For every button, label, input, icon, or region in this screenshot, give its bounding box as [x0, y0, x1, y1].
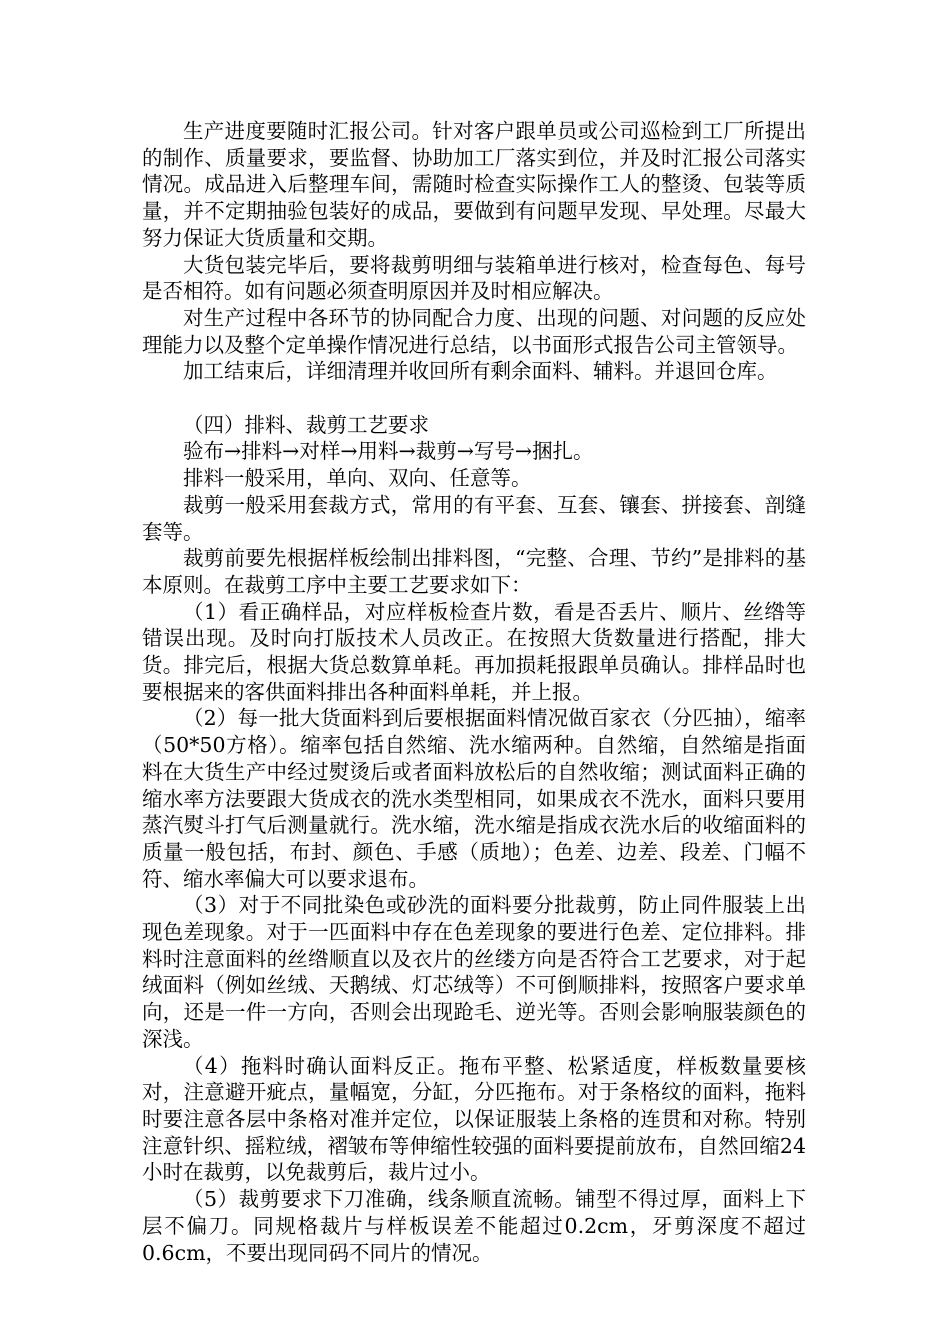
paragraph-progress-report: 生产进度要随时汇报公司。针对客户跟单员或公司巡检到工厂所提出的制作、质量要求，要监督、协助加工厂落实到位，并及时汇报公司落实情况。成品进入后整理车间，需随时检查实际操作工人的整烫、包装等质量，并不定期抽验包装好的成品，要做到有问题早发现、早处理。尽最大努力保证大货质量和交期。: [142, 119, 806, 250]
paragraph-production-summary: 对生产过程中各环节的协同配合力度、出现的问题、对问题的反应处理能力以及整个定单操作情况进行总结，以书面形式报告公司主管领导。: [142, 305, 806, 357]
paragraph-requirement-1: （1）看正确样品，对应样板检查片数，看是否丢片、顺片、丝绺等错误出现。及时向打版技术人员改正。在按照大货数量进行搭配，排大货。排完后，根据大货总数算单耗。再加损耗报跟单员确认。排样品时也要根据来的客供面料排出各种面料单耗，并上报。: [142, 599, 806, 704]
paragraph-leftover-materials: 加工结束后，详细清理并收回所有剩余面料、辅料。并退回仓库。: [183, 359, 778, 384]
paragraph-packing-check: 大货包装完毕后，要将裁剪明细与装箱单进行核对，检查每色、每号是否相符。如有问题必须查明原因并及时相应解决。: [142, 252, 806, 304]
paragraph-requirement-2: （2）每一批大货面料到后要根据面料情况做百家衣（分匹抽），缩率（50*50方格）。缩率包括自然缩、洗水缩两种。自然缩，自然缩是指面料在大货生产中经过熨烫后或者面料放松后的自然收缩；测试面料正确的缩水率方法要跟大货成衣的洗水类型相同，如果成衣不洗水，面料只要用蒸汽熨斗打气后测量就行。洗水缩，洗水缩是指成衣洗水后的收缩面料的质量一般包括，布封、颜色、手感（质地）；色差、边差、段差、门幅不符、缩水率偏大可以要求退布。: [142, 706, 806, 891]
paragraph-requirement-4: （4）拖料时确认面料反正。拖布平整、松紧适度，样板数量要核对，注意避开疵点，量幅宽，分缸，分匹拖布。对于条格纹的面料，拖料时要注意各层中条格对准并定位，以保证服装上条格的连贯和对称。特别注意针织、摇粒绒，褶皱布等伸缩性较强的面料要提前放布，自然回缩24小时在裁剪，以免裁剪后，裁片过小。: [142, 1053, 806, 1185]
section-heading: （四）排料、裁剪工艺要求: [183, 412, 429, 437]
paragraph-requirement-3: （3）对于不同批染色或砂洗的面料要分批裁剪，防止同件服装上出现色差现象。对于一匹面料中存在色差现象的要进行色差、定位排料。排料时注意面料的丝绺顺直以及衣片的丝缕方向是否符合工艺要求，对于起绒面料（例如丝绒、天鹅绒、灯芯绒等）不可倒顺排料，按照客户要求单向，还是一件一方向，否则会出现跄毛、逆光等。否则会影响服装颜色的深浅。: [142, 893, 806, 1051]
paragraph-layout-methods: 排料一般采用，单向、双向、任意等。: [183, 466, 532, 491]
paragraph-layout-principles: 裁剪前要先根据样板绘制出排料图，“完整、合理、节约”是排料的基本原则。在裁剪工序中主要工艺要求如下：: [142, 546, 806, 597]
paragraph-cutting-methods: 裁剪一般采用套裁方式，常用的有平套、互套、镶套、拼接套、剖缝套等。: [142, 492, 806, 544]
paragraph-requirement-5: （5）裁剪要求下刀准确，线条顺直流畅。铺型不得过厚，面料上下层不偏刀。同规格裁片与样板误差不能超过0.2cm，牙剪深度不超过0.6cm，不要出现同码不同片的情况。: [142, 1187, 806, 1265]
document-page: [142, 118, 806, 1266]
paragraph-process-flow: 验布→排料→对样→用料→裁剪→写号→捆扎。: [183, 439, 594, 464]
